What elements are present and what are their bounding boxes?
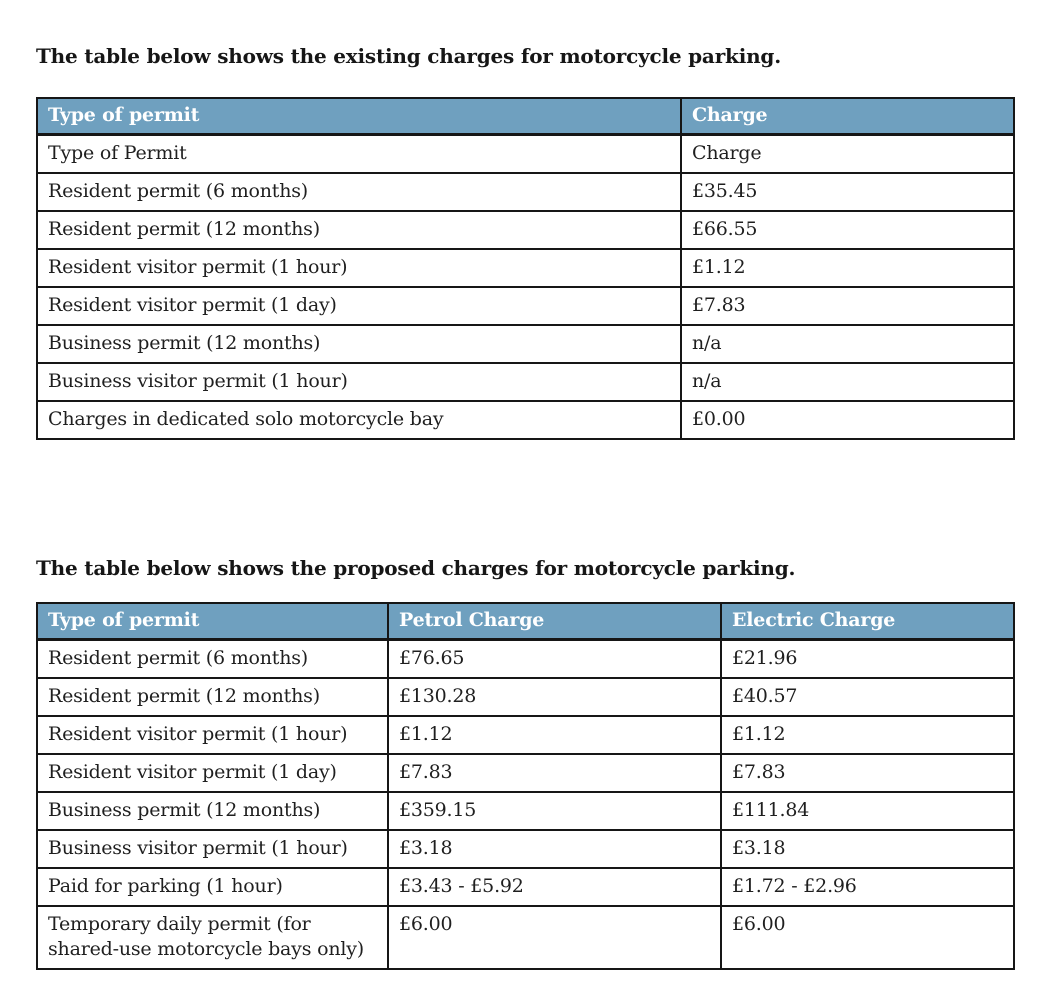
table-cell: Charges in dedicated solo motorcycle bay <box>37 401 681 439</box>
table-row <box>37 249 1014 287</box>
table-cell: Temporary daily permit (for shared-use motorcycle bays only) <box>37 906 388 969</box>
table-cell: n/a <box>681 325 1014 363</box>
table-cell: £0.00 <box>681 401 1014 439</box>
table-row <box>37 287 1014 325</box>
table-cell: £6.00 <box>388 906 721 969</box>
existing-table-caption: The table below shows the existing charges for motorcycle parking. <box>36 44 781 68</box>
column-header-electric-charge: Electric Charge <box>721 603 1014 640</box>
table-cell: £40.57 <box>721 678 1014 716</box>
table-cell: £359.15 <box>388 792 721 830</box>
table-row <box>37 906 1014 969</box>
table-cell: Resident visitor permit (1 day) <box>37 754 388 792</box>
table-cell: Resident permit (6 months) <box>37 173 681 211</box>
table-row <box>37 640 1014 679</box>
table-row <box>37 173 1014 211</box>
table-row <box>37 135 1014 174</box>
table-cell: £1.12 <box>721 716 1014 754</box>
table-cell: n/a <box>681 363 1014 401</box>
table-cell: £6.00 <box>721 906 1014 969</box>
table-cell: Business visitor permit (1 hour) <box>37 363 681 401</box>
proposed-table-caption: The table below shows the proposed charges for motorcycle parking. <box>36 556 796 580</box>
table-cell: £7.83 <box>681 287 1014 325</box>
table-cell: £3.18 <box>721 830 1014 868</box>
table-cell: £66.55 <box>681 211 1014 249</box>
table-cell: Business permit (12 months) <box>37 792 388 830</box>
existing-charges-table <box>36 97 1015 440</box>
table-cell: £1.12 <box>681 249 1014 287</box>
table-cell: Type of Permit <box>37 135 681 174</box>
table-cell: Resident visitor permit (1 hour) <box>37 716 388 754</box>
table-cell: Business permit (12 months) <box>37 325 681 363</box>
table-cell: Business visitor permit (1 hour) <box>37 830 388 868</box>
table-cell: £3.43 - £5.92 <box>388 868 721 906</box>
table-row <box>37 830 1014 868</box>
table-cell: Paid for parking (1 hour) <box>37 868 388 906</box>
table-row <box>37 868 1014 906</box>
table-cell: £130.28 <box>388 678 721 716</box>
column-header-petrol-charge: Petrol Charge <box>388 603 721 640</box>
table-row <box>37 678 1014 716</box>
table-cell: Resident permit (12 months) <box>37 678 388 716</box>
table-cell: £3.18 <box>388 830 721 868</box>
table-row <box>37 363 1014 401</box>
table-cell: £1.72 - £2.96 <box>721 868 1014 906</box>
table-cell: £1.12 <box>388 716 721 754</box>
column-header-charge: Charge <box>681 98 1014 135</box>
table-cell: £7.83 <box>721 754 1014 792</box>
table-cell: Resident visitor permit (1 day) <box>37 287 681 325</box>
table-row <box>37 211 1014 249</box>
table-row <box>37 716 1014 754</box>
table-cell: £76.65 <box>388 640 721 679</box>
table-cell: £21.96 <box>721 640 1014 679</box>
table-row <box>37 325 1014 363</box>
table-cell: Charge <box>681 135 1014 174</box>
table-cell: £7.83 <box>388 754 721 792</box>
table-row <box>37 792 1014 830</box>
table-cell: Resident permit (12 months) <box>37 211 681 249</box>
header-row <box>37 603 1014 640</box>
column-header-type-of-permit: Type of permit <box>37 603 388 640</box>
column-header-type-of-permit: Type of permit <box>37 98 681 135</box>
table-cell: £35.45 <box>681 173 1014 211</box>
table-cell: £111.84 <box>721 792 1014 830</box>
proposed-charges-table <box>36 602 1015 970</box>
table-row <box>37 401 1014 439</box>
header-row <box>37 98 1014 135</box>
table-cell: Resident permit (6 months) <box>37 640 388 679</box>
table-row <box>37 754 1014 792</box>
table-cell: Resident visitor permit (1 hour) <box>37 249 681 287</box>
